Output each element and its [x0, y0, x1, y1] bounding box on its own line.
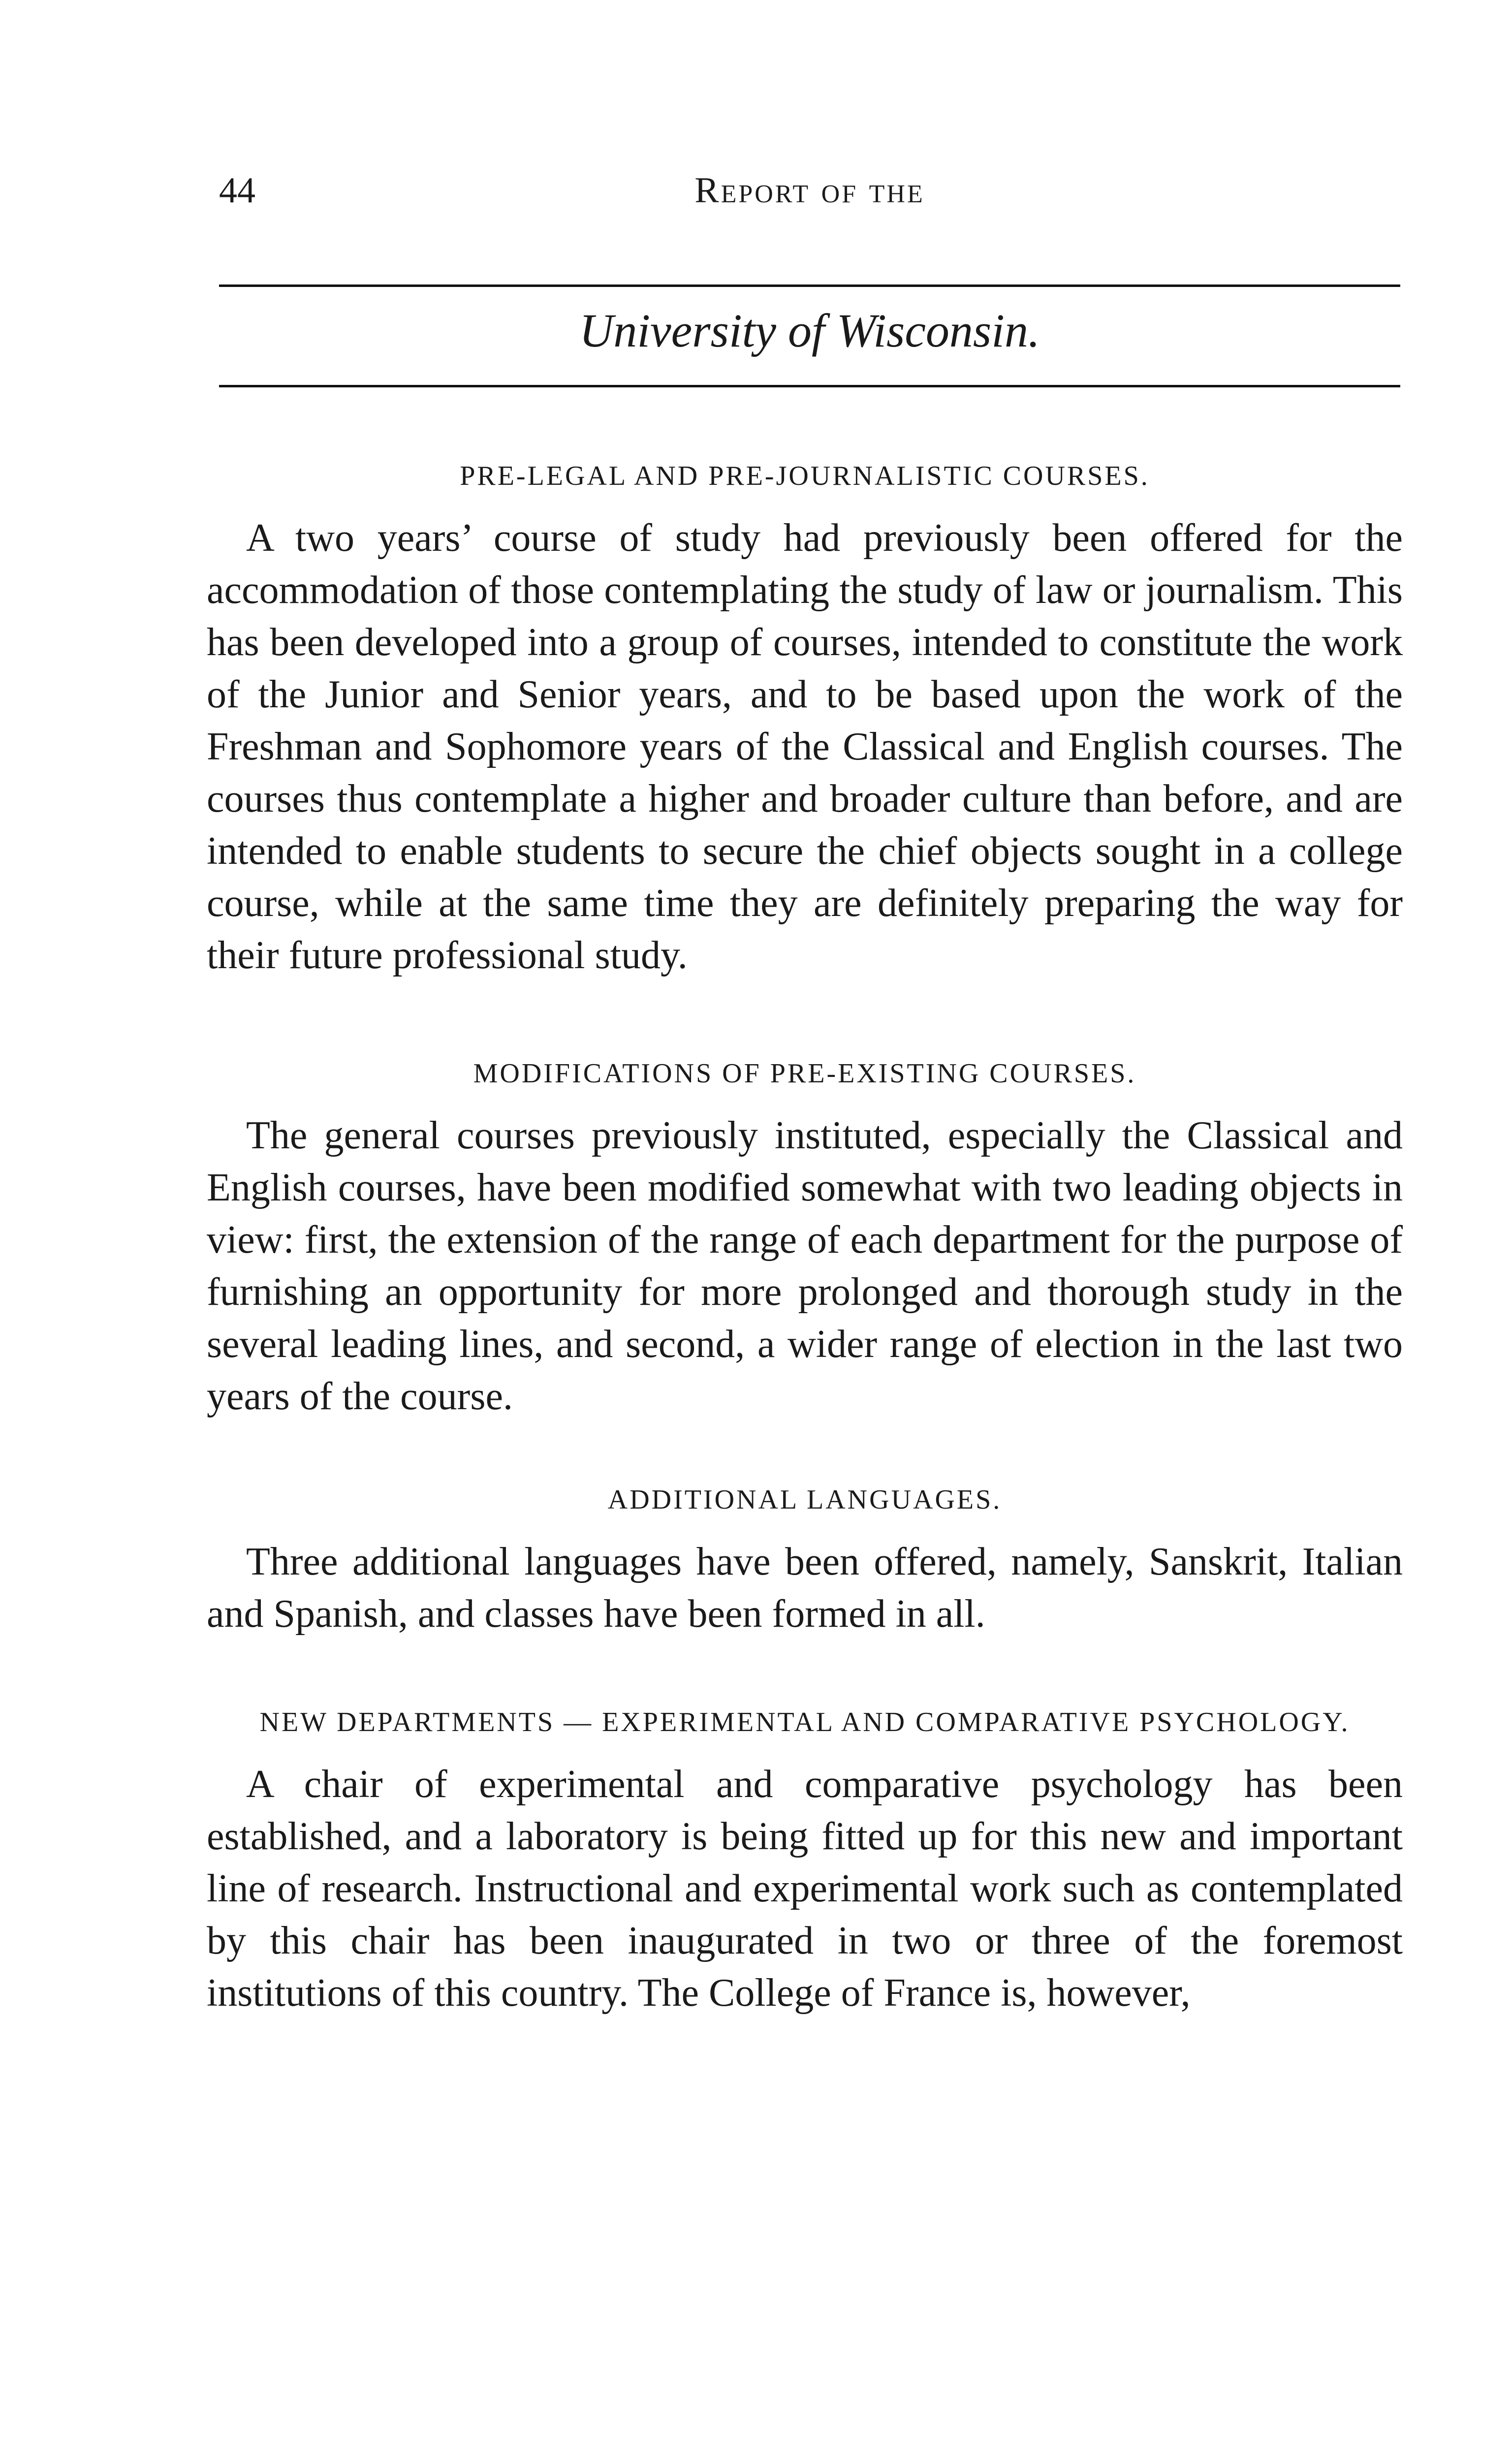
section-heading-pre-legal: PRE-LEGAL AND PRE-JOURNALISTIC COURSES.: [460, 461, 1150, 491]
section-paragraph-new-departments: A chair of experimental and comparative psychology has been established, and a laboratory is being fitted up for this new and important line of research. Instructional and experimental work such as contemplated by this chair has been inaugurated in two or three of the foremost institutions of this country. The College of France is, however,: [207, 1763, 1403, 2015]
header-rule-bottom: [219, 385, 1400, 387]
header-rule-top: [219, 284, 1400, 287]
section-paragraph-languages: Three additional languages have been offered, namely, Sanskrit, Italian and Spanish, and classes have been formed in all.: [207, 1540, 1403, 1636]
section-paragraph-modifications: The general courses previously instituted, especially the Classical and English courses, have been modified somewhat with two leading objects in view: first, the extension of the range of each department for the purpose of furnishing an opportunity for more prolonged and thorough study in the several leading lines, and second, a wider range of election in the last two years of the course.: [207, 1114, 1403, 1418]
sub-head: University of Wisconsin.: [579, 304, 1040, 357]
section-heading-modifications: MODIFICATIONS OF PRE-EXISTING COURSES.: [473, 1058, 1136, 1089]
section-heading-new-departments: NEW DEPARTMENTS — EXPERIMENTAL AND COMPARATIVE PSYCHOLOGY.: [259, 1707, 1350, 1737]
section-heading-languages: ADDITIONAL LANGUAGES.: [607, 1484, 1002, 1515]
body-content: [207, 458, 1403, 2019]
section-paragraph-pre-legal: A two years’ course of study had previously been offered for the accommodation of those contemplating the study of law or journalism. This has been developed into a group of courses, intended to constitute the work of the Junior and Senior years, and to be based upon the work of the Freshman and Sophomore years of the Classical and English courses. The courses thus contemplate a higher and broader culture than before, and are intended to enable students to secure the chief objects sought in a college course, while at the same time they are definitely preparing the way for their future professional study.: [207, 516, 1403, 977]
running-head: Report of the: [694, 170, 925, 211]
page-number: 44: [219, 170, 255, 211]
